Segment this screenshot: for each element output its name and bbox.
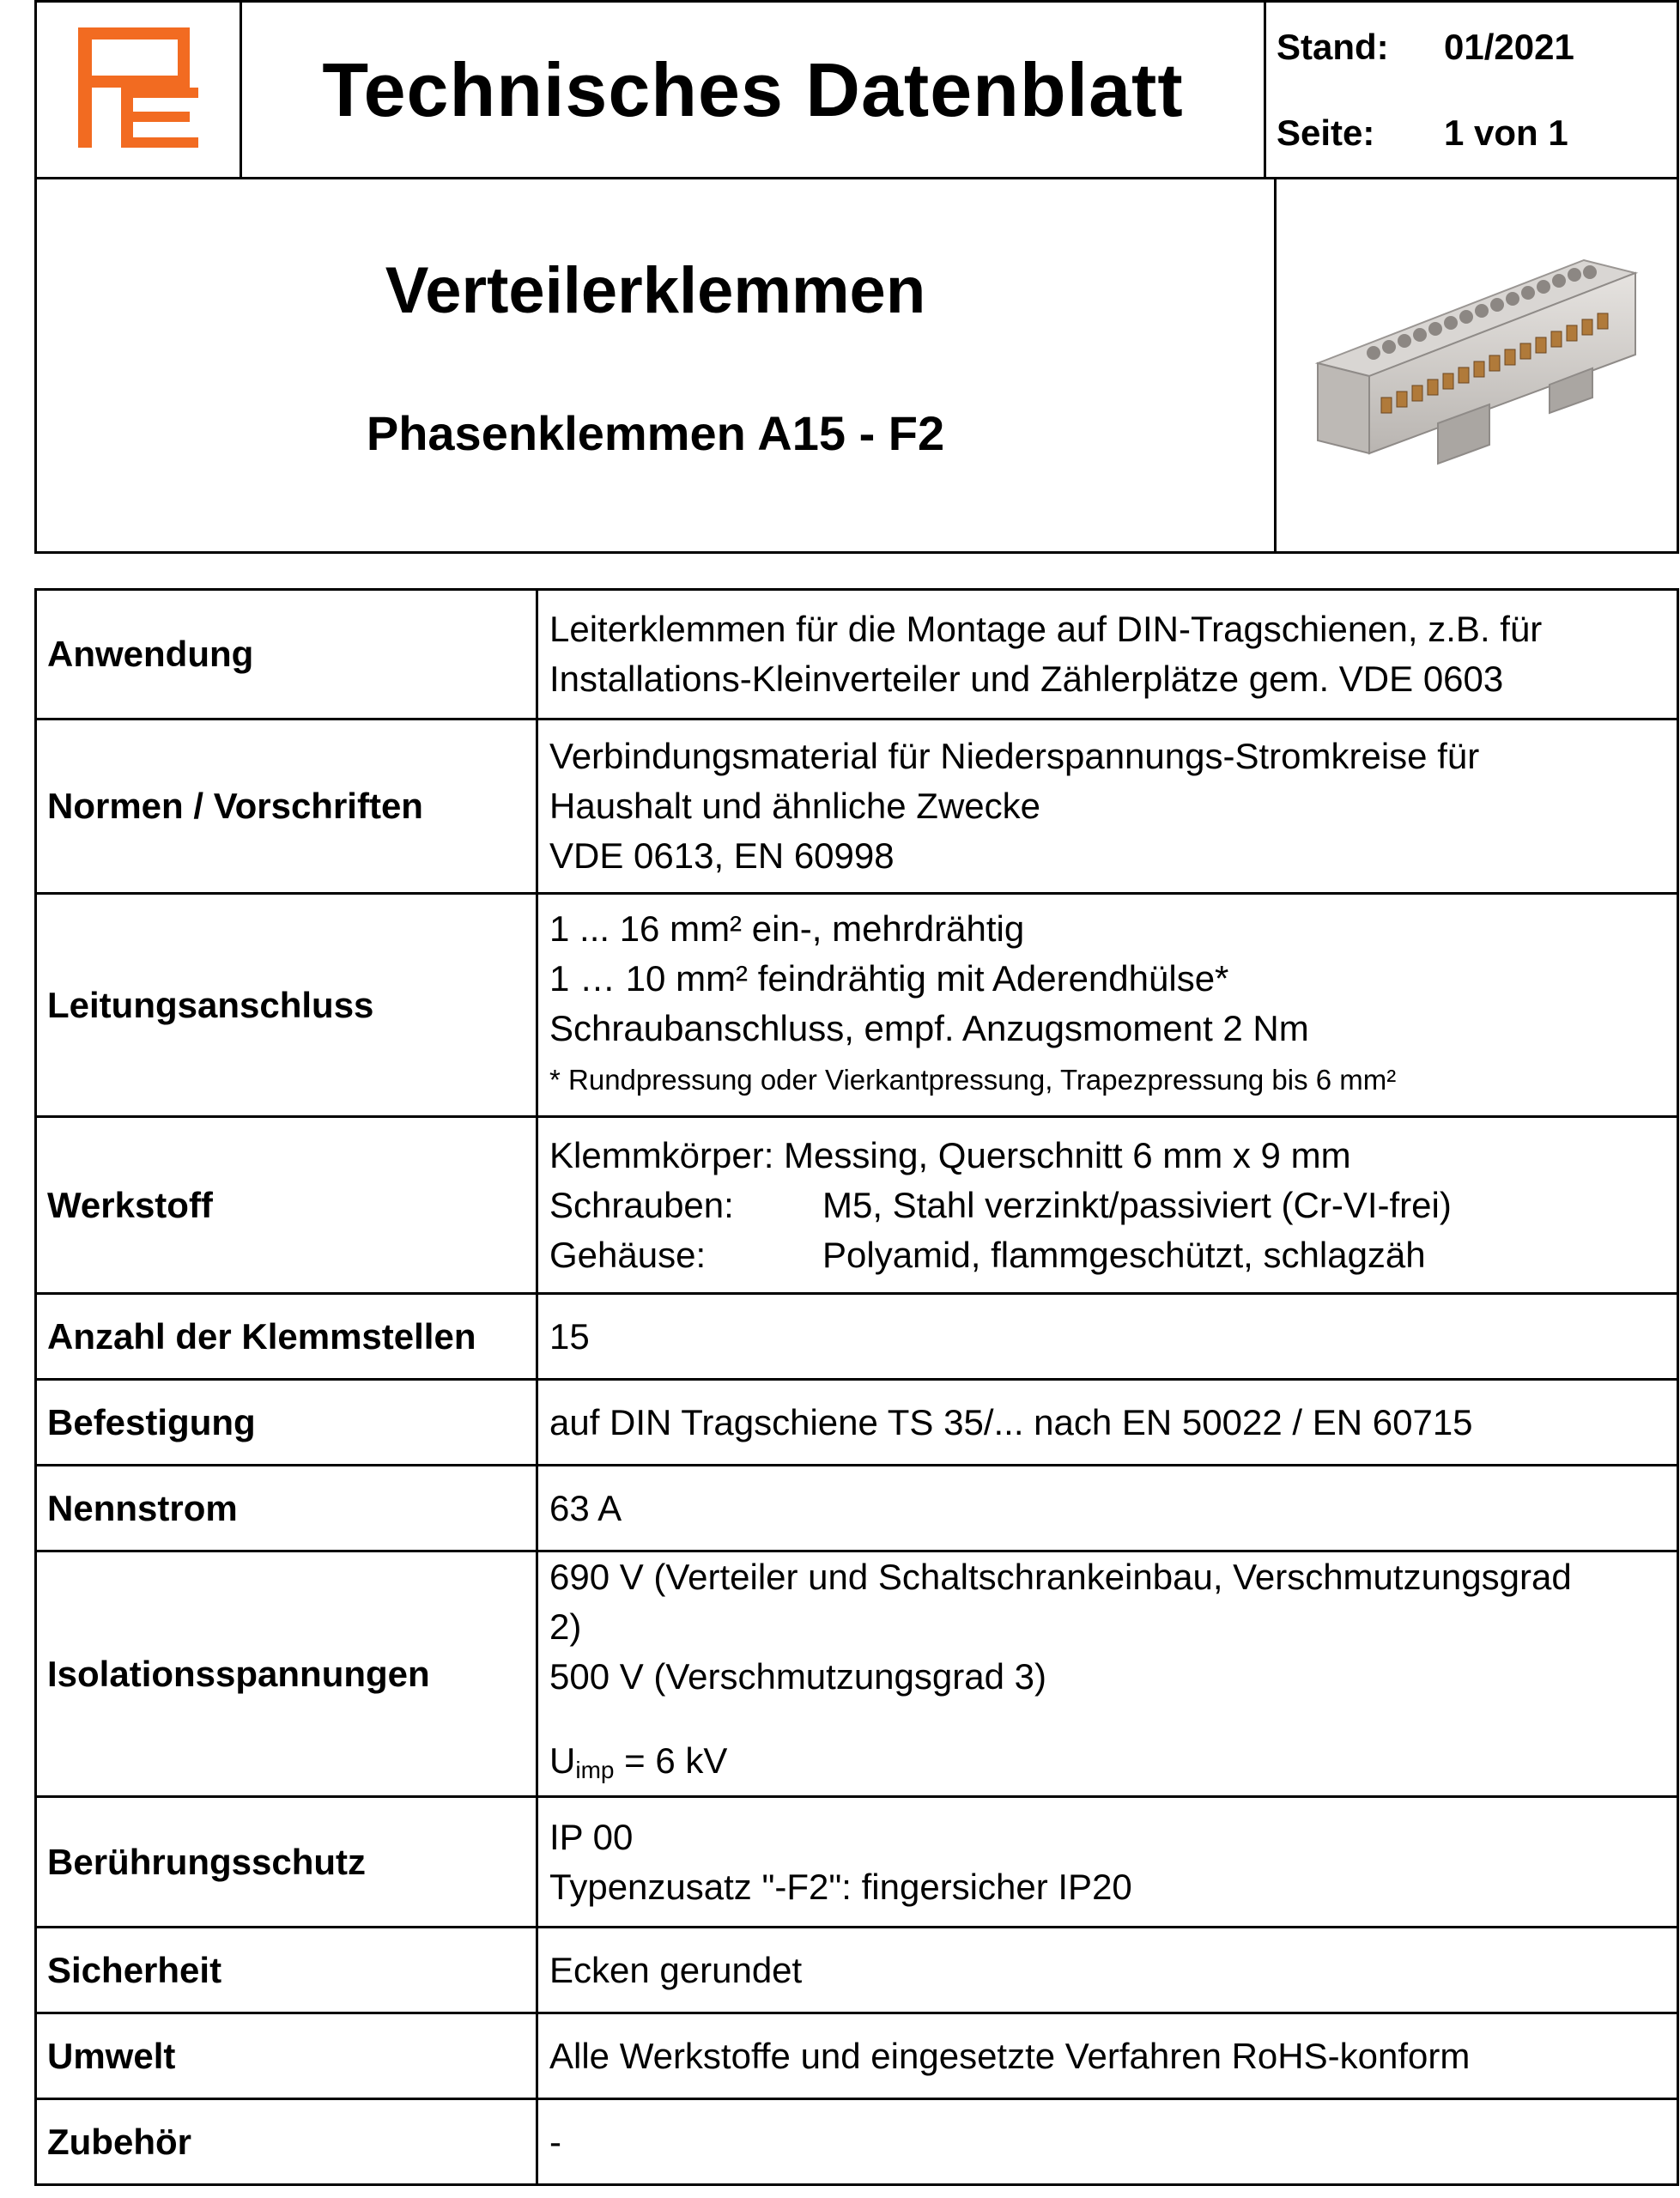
spec-row-befestigung <box>36 1380 1678 1466</box>
spec-row-isolation <box>36 1551 1678 1797</box>
spec-line: Installations-Kleinverteiler und Zählerplätze gem. VDE 0603 <box>549 659 1504 699</box>
seite-row <box>1277 90 1677 176</box>
document-title: Technisches Datenblatt <box>241 2 1265 179</box>
seite-value: 1 von 1 <box>1444 112 1568 153</box>
spec-line <box>549 1181 1677 1230</box>
spec-line: Typenzusatz "-F2": fingersicher IP20 <box>549 1866 1132 1907</box>
spec-row-normen <box>36 720 1678 894</box>
spec-line: Schraubanschluss, empf. Anzugsmoment 2 Nm <box>549 1007 1309 1048</box>
uimp-symbol: U <box>549 1740 576 1781</box>
spec-row-leitung <box>36 894 1678 1117</box>
product-text-cell <box>36 179 1276 553</box>
spec-row-beruehrung <box>36 1797 1678 1928</box>
spec-label: Umwelt <box>36 2013 537 2099</box>
uimp-value: = 6 kV <box>614 1740 728 1781</box>
stand-label: Stand: <box>1277 26 1389 67</box>
spec-line: Leiterklemmen für die Montage auf DIN-Tragschienen, z.B. für <box>549 609 1543 649</box>
product-image-cell <box>1276 179 1678 553</box>
uimp-subscript: imp <box>575 1757 615 1783</box>
header-table <box>34 0 1679 179</box>
spec-line: Verbindungsmaterial für Niederspannungs-Stromkreise für <box>549 736 1480 776</box>
product-title: Verteilerklemmen <box>385 253 926 327</box>
spec-label: Berührungsschutz <box>36 1797 537 1928</box>
spec-key: Schrauben: <box>549 1184 734 1225</box>
spec-row-anwendung <box>36 590 1678 720</box>
seite-label: Seite: <box>1277 112 1375 153</box>
spec-value <box>537 1551 1678 1797</box>
spec-label: Zubehör <box>36 2099 537 2185</box>
spec-line: Klemmkörper: Messing, Querschnitt 6 mm x 9 mm <box>549 1134 1351 1175</box>
spec-value <box>537 1797 1678 1928</box>
spec-row-anzahl <box>36 1294 1678 1380</box>
spec-footnote: * Rundpressung oder Vierkantpressung, Trapezpressung bis 6 mm² <box>549 1063 1397 1096</box>
spec-line: VDE 0613, EN 60998 <box>549 835 895 876</box>
spec-key: Gehäuse: <box>549 1234 707 1275</box>
spec-label: Anwendung <box>36 590 537 720</box>
spec-line: 1 ... 16 mm² ein-, mehrdrähtig <box>549 908 1025 949</box>
spec-line: 690 V (Verteiler und Schaltschrankeinbau, Verschmutzungsgrad <box>549 1557 1572 1597</box>
spec-value <box>537 720 1678 894</box>
spec-value: auf DIN Tragschiene TS 35/... nach EN 50022 / EN 60715 <box>537 1380 1678 1466</box>
pe-logo-icon <box>70 19 207 156</box>
meta-cell <box>1265 2 1678 179</box>
spec-line: IP 00 <box>549 1816 634 1857</box>
spec-row-zubehoer <box>36 2099 1678 2185</box>
spec-line <box>549 1230 1677 1280</box>
product-subtitle: Phasenklemmen A15 - F2 <box>366 405 945 460</box>
spec-value: 63 A <box>537 1466 1678 1551</box>
spec-label: Nennstrom <box>36 1466 537 1551</box>
spec-line: 2) <box>549 1606 582 1647</box>
spec-label: Normen / Vorschriften <box>36 720 537 894</box>
spec-line: Haushalt und ähnliche Zwecke <box>549 786 1041 826</box>
spec-label: Werkstoff <box>36 1117 537 1294</box>
spec-value <box>537 590 1678 720</box>
spec-value: - <box>537 2099 1678 2185</box>
spec-label: Leitungsanschluss <box>36 894 537 1117</box>
logo-cell <box>36 2 241 179</box>
spec-row-sicherheit <box>36 1928 1678 2013</box>
spec-row-nennstrom <box>36 1466 1678 1551</box>
product-table <box>34 177 1679 554</box>
spec-label: Befestigung <box>36 1380 537 1466</box>
spec-label: Sicherheit <box>36 1928 537 2013</box>
spec-key-value: Polyamid, flammgeschützt, schlagzäh <box>822 1234 1426 1275</box>
spec-label: Anzahl der Klemmstellen <box>36 1294 537 1380</box>
spec-line: 500 V (Verschmutzungsgrad 3) <box>549 1656 1046 1697</box>
spec-line-uimp <box>549 1736 1677 1795</box>
terminal-block-icon <box>1292 226 1661 501</box>
spec-row-umwelt <box>36 2013 1678 2099</box>
spec-value <box>537 894 1678 1117</box>
datasheet <box>34 0 1679 2186</box>
spec-value: Alle Werkstoffe und eingesetzte Verfahren RoHS-konform <box>537 2013 1678 2099</box>
spec-value: Ecken gerundet <box>537 1928 1678 2013</box>
stand-row <box>1277 4 1677 90</box>
spec-label: Isolationsspannungen <box>36 1551 537 1797</box>
spec-value <box>537 1117 1678 1294</box>
spec-line: 1 … 10 mm² feindrähtig mit Aderendhülse* <box>549 957 1229 999</box>
spec-value: 15 <box>537 1294 1678 1380</box>
spec-row-werkstoff <box>36 1117 1678 1294</box>
spec-table <box>34 588 1679 2186</box>
spec-key-value: M5, Stahl verzinkt/passiviert (Cr-VI-frei) <box>822 1184 1452 1225</box>
stand-value: 01/2021 <box>1444 26 1574 67</box>
